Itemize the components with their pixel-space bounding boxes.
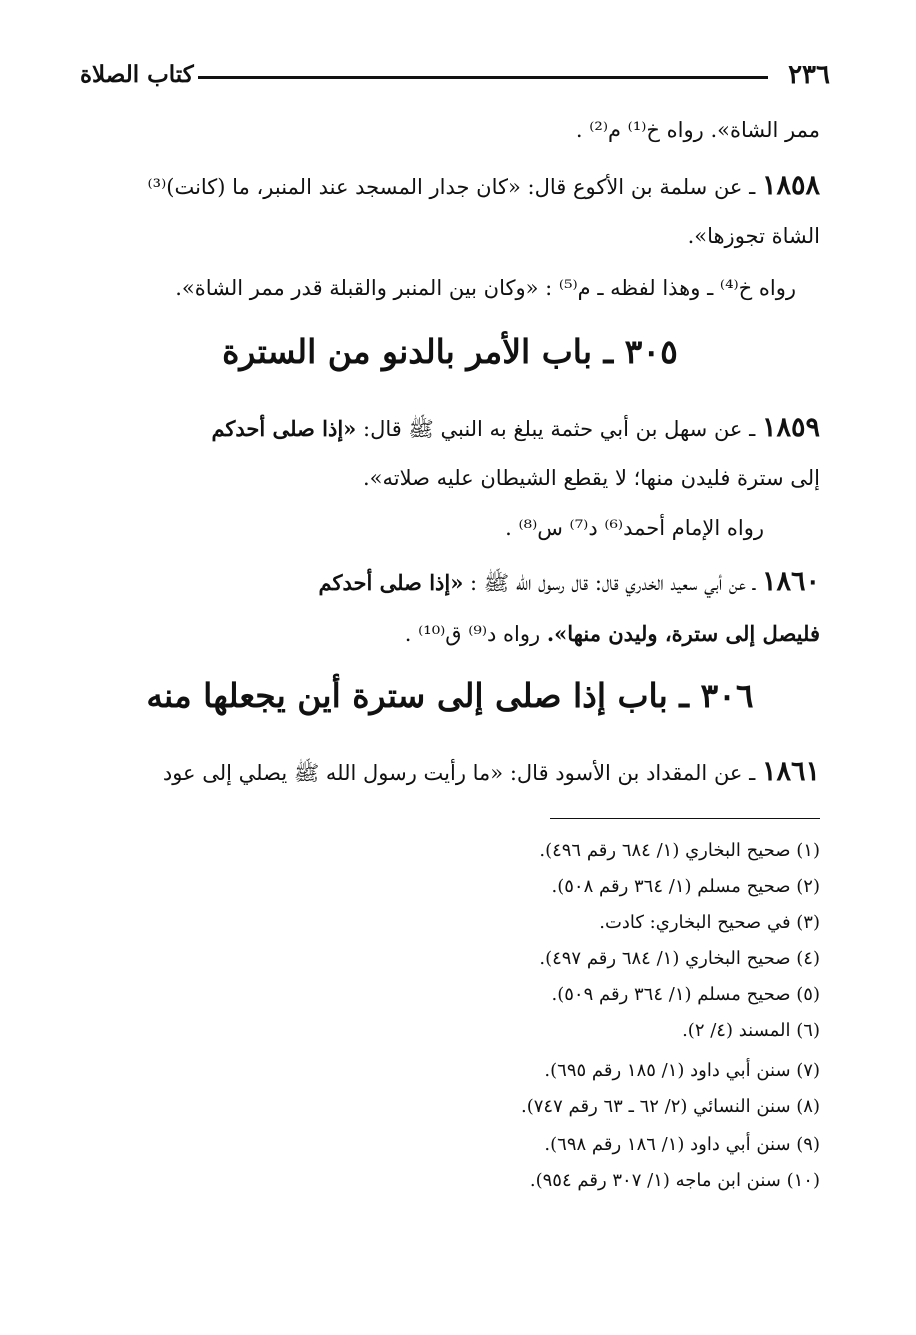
footnote: (٥) صحيح مسلم (١/ ٣٦٤ رقم ٥٠٩).	[551, 984, 820, 1005]
page-number: ٢٣٦	[788, 60, 830, 90]
hadith-1860-continuation	[84, 618, 820, 650]
hadith-1860-line	[80, 566, 820, 599]
hadith-1859-line	[80, 412, 820, 445]
footnote: (٦) المسند (٤/ ٢).	[682, 1020, 820, 1041]
text-line: ممر الشاة». رواه خ⁽¹⁾ م⁽²⁾ .	[575, 118, 820, 142]
hadith-quote: «إذا صلى أحدكم	[211, 416, 357, 441]
hadith-number: ١٨٥٨	[761, 170, 820, 201]
hadith-quote: فليصل إلى سترة، وليدن منها».	[546, 621, 820, 646]
footnote: (١٠) سنن ابن ماجه (١/ ٣٠٧ رقم ٩٥٤).	[529, 1170, 820, 1191]
hadith-1859-riwaya: رواه الإمام أحمد⁽⁶⁾ د⁽⁷⁾ س⁽⁸⁾ .	[505, 516, 764, 540]
header-rule	[198, 76, 768, 79]
hadith-riwaya: رواه د⁽⁹⁾ ق⁽¹⁰⁾ .	[404, 622, 541, 646]
footnote: (٤) صحيح البخاري (١/ ٦٨٤ رقم ٤٩٧).	[539, 948, 820, 969]
running-title: كتاب الصلاة	[80, 61, 194, 88]
hadith-text: ـ عن سلمة بن الأكوع قال: «كان جدار المسجد عند المنبر، ما (كانت)⁽³⁾	[147, 175, 756, 199]
hadith-1858-continuation: الشاة تجوزها».	[687, 224, 820, 248]
hadith-number: ١٨٥٩	[761, 412, 820, 443]
footnote: (٩) سنن أبي داود (١/ ١٨٦ رقم ٦٩٨).	[544, 1134, 820, 1155]
hadith-quote: «إذا صلى أحدكم	[318, 570, 464, 595]
footnote: (٨) سنن النسائي (٢/ ٦٢ ـ ٦٣ رقم ٧٤٧).	[521, 1096, 820, 1117]
chapter-heading-306: ٣٠٦ ـ باب إذا صلى إلى سترة أين يجعلها منه	[146, 676, 754, 715]
hadith-1859-continuation: إلى سترة فليدن منها؛ لا يقطع الشيطان عليه صلاته».	[362, 466, 820, 490]
hadith-1858-line	[84, 170, 820, 203]
footnote-separator	[550, 818, 820, 819]
hadith-text: ـ عن المقداد بن الأسود قال: «ما رأيت رسول الله ﷺ يصلي إلى عود	[162, 761, 756, 785]
footnote: (٧) سنن أبي داود (١/ ١٨٥ رقم ٦٩٥).	[544, 1060, 820, 1081]
hadith-1861-line	[84, 756, 820, 789]
hadith-text: ـ عن سهل بن أبي حثمة يبلغ به النبي ﷺ قال:	[356, 417, 756, 441]
hadith-text: ـ عن أبي سعيد الخدري قال: قال رسول الله ﷺ :	[463, 571, 756, 595]
hadith-number: ١٨٦١	[761, 756, 820, 787]
hadith-number: ١٨٦٠	[761, 566, 820, 597]
footnote: (٣) في صحيح البخاري: كادت.	[599, 912, 820, 933]
footnote: (١) صحيح البخاري (١/ ٦٨٤ رقم ٤٩٦).	[539, 840, 820, 861]
page-header	[80, 58, 830, 92]
hadith-1858-riwaya: رواه خ⁽⁴⁾ ـ وهذا لفظه ـ م⁽⁵⁾ : «وكان بين المنبر والقبلة قدر ممر الشاة».	[175, 276, 796, 300]
footnote: (٢) صحيح مسلم (١/ ٣٦٤ رقم ٥٠٨).	[551, 876, 820, 897]
chapter-heading-305: ٣٠٥ ـ باب الأمر بالدنو من السترة	[222, 332, 678, 371]
